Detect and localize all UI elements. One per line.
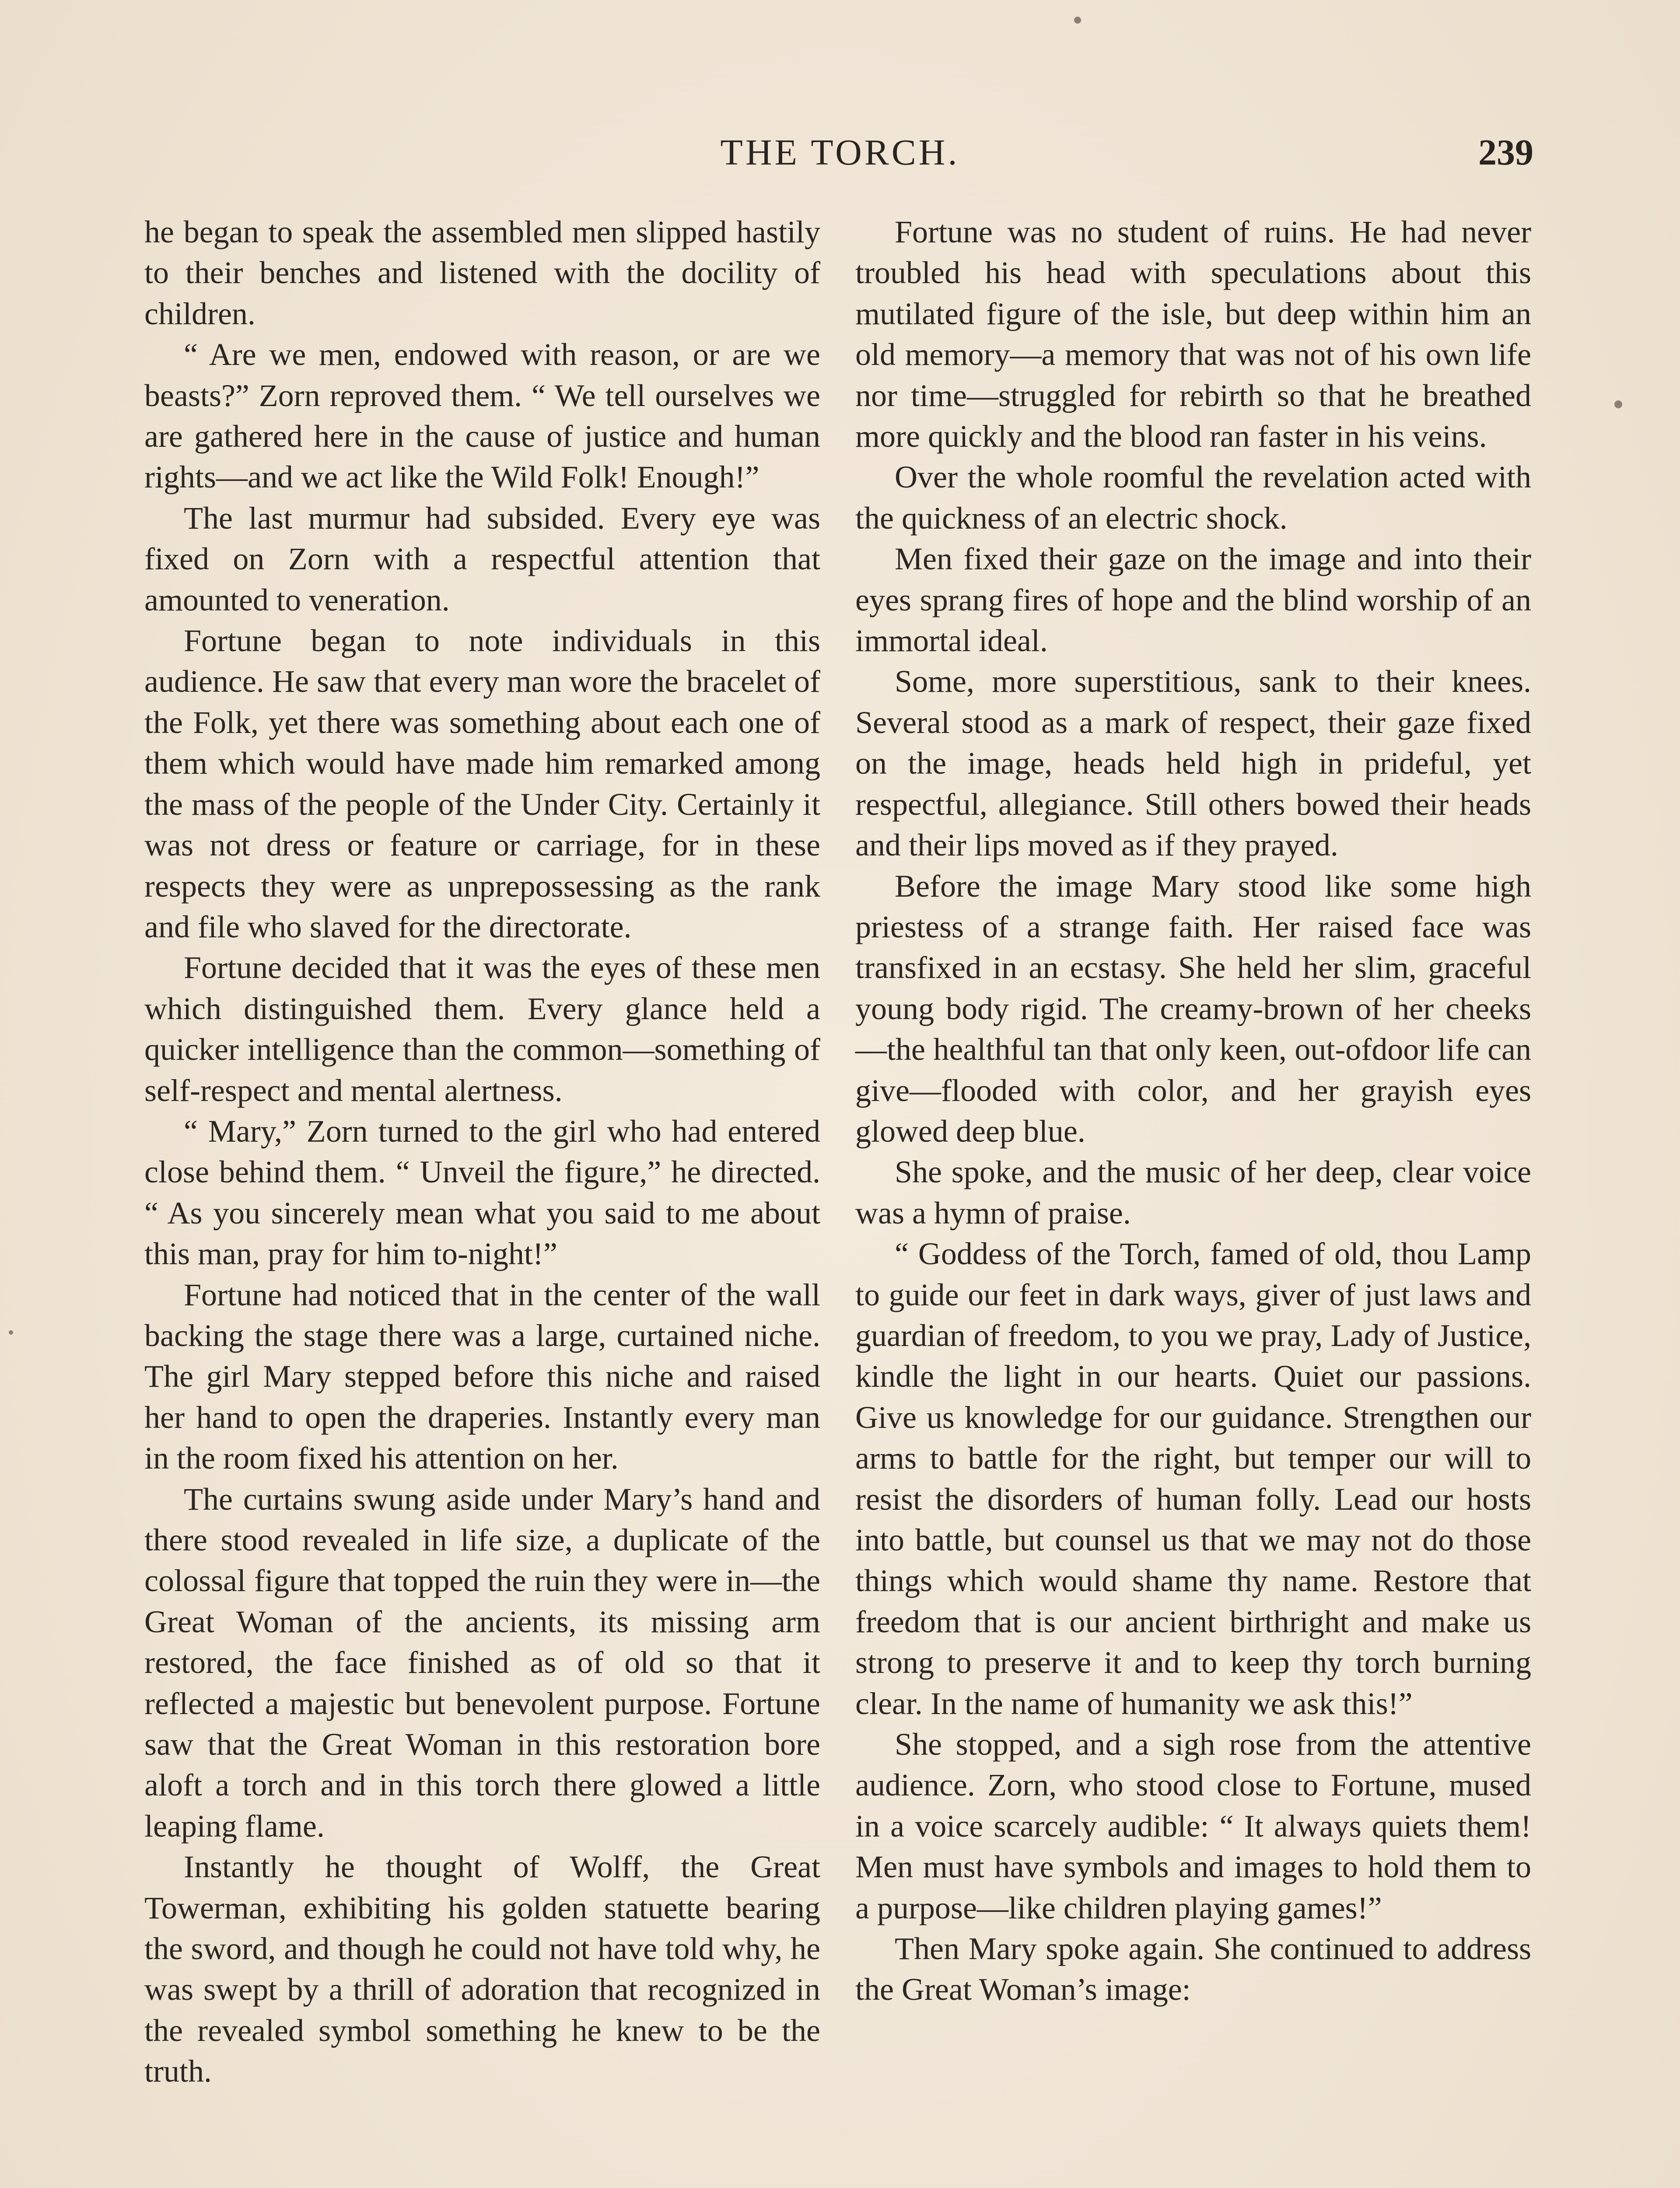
paragraph: Instantly he thought of Wolff, the Great Towerman, exhibiting his golden statuette bearing the sword, and though he could not have told why, he was swept by a thrill of adoration that recognized in the revealed symbol something he knew to be the truth. <box>144 1849 820 2089</box>
paragraph: The last murmur had subsided. Every eye was fixed on Zorn with a respectful attention that amounted to veneration. <box>144 500 820 617</box>
paragraph: he began to speak the assembled men slipped hastily to their benches and listened with the docility of children. <box>144 214 820 331</box>
paragraph: Men fixed their gaze on the image and into their eyes sprang fires of hope and the blind worship of an immortal ideal. <box>855 541 1531 659</box>
page-number: 239 <box>1478 132 1533 173</box>
paragraph: “ Are we men, endowed with reason, or are we beasts?” Zorn reproved them. “ We tell ourselves we are gathered here in the cause of justice and human rights—and we act like the Wild Folk! Enough!” <box>144 337 820 495</box>
paragraph: Fortune decided that it was the eyes of these men which distinguished them. Every glance held a quicker intelligence than the common—something of self-respect and mental alertness. <box>144 950 820 1108</box>
paragraph: Fortune began to note individuals in this audience. He saw that every man wore the bracelet of the Folk, yet there was something about each one of them which would have made him remarked among the mass of the people of the Under City. Certainly it was not dress or feature or carriage, for in these respects they were as unprepossessing as the rank and file who slaved for the directorate. <box>144 623 820 944</box>
paragraph: Before the image Mary stood like some high priestess of a strange faith. Her raised face was transfixed in an ecstasy. She held her slim, graceful young body rigid. The creamy-brown of her cheeks—the healthful tan that only keen, out-ofdoor life can give—flooded with color, and her grayish eyes glowed deep blue. <box>855 868 1531 1149</box>
paper-speck <box>1074 17 1081 24</box>
paragraph: Some, more superstitious, sank to their knees. Several stood as a mark of respect, their gaze fixed on the image, heads held high in prideful, yet respectful, allegiance. Still others bowed their heads and their lips moved as if they prayed. <box>855 664 1531 863</box>
paper-speck <box>9 1330 13 1335</box>
running-head-title: THE TORCH. <box>720 132 960 173</box>
paragraph: Over the whole roomful the revelation acted with the quickness of an electric shock. <box>855 459 1531 536</box>
paragraph: Fortune had noticed that in the center of the wall backing the stage there was a large, curtained niche. The girl Mary stepped before this niche and raised her hand to open the draperies. Instantly every man in the room fixed his attention on her. <box>144 1277 820 1476</box>
paragraph: She stopped, and a sigh rose from the attentive audience. Zorn, who stood close to Fortune, mused in a voice scarcely audible: “ It always quiets them! Men must have symbols and images to hold them to a purpose—like children playing games!” <box>855 1727 1531 1925</box>
paragraph: “ Mary,” Zorn turned to the girl who had entered close behind them. “ Unveil the figure,” he directed. “ As you sincerely mean what you said to me about this man, pray for him to-night!” <box>144 1113 820 1272</box>
paragraph: Then Mary spoke again. She continued to address the Great Woman’s image: <box>855 1931 1531 2007</box>
left-text-column <box>144 212 820 2092</box>
paragraph: The curtains swung aside under Mary’s hand and there stood revealed in life size, a duplicate of the colossal figure that topped the ruin they were in—the Great Woman of the ancients, its missing arm restored, the face finished as of old so that it reflected a majestic but benevolent purpose. Fortune saw that the Great Woman in this restoration bore aloft a torch and in this torch there glowed a little leaping flame. <box>144 1481 820 1844</box>
paragraph: Fortune was no student of ruins. He had never troubled his head with speculations about this mutilated figure of the isle, but deep within him an old memory—a memory that was not of his own life nor time—struggled for rebirth so that he breathed more quickly and the blood ran faster in his veins. <box>855 214 1531 454</box>
right-text-column <box>855 212 1531 2010</box>
paper-speck <box>1614 400 1622 408</box>
paragraph: “ Goddess of the Torch, famed of old, thou Lamp to guide our feet in dark ways, giver of just laws and guardian of freedom, to you we pray, Lady of Justice, kindle the light in our hearts. Quiet our passions. Give us knowledge for our guidance. Strengthen our arms to battle for the right, but temper our will to resist the disorders of human folly. Lead our hosts into battle, but counsel us that we may not do those things which would shame thy name. Restore that freedom that is our ancient birthright and make us strong to preserve it and to keep thy torch burning clear. In the name of humanity we ask this!” <box>855 1236 1531 1721</box>
paragraph: She spoke, and the music of her deep, clear voice was a hymn of praise. <box>855 1154 1531 1231</box>
